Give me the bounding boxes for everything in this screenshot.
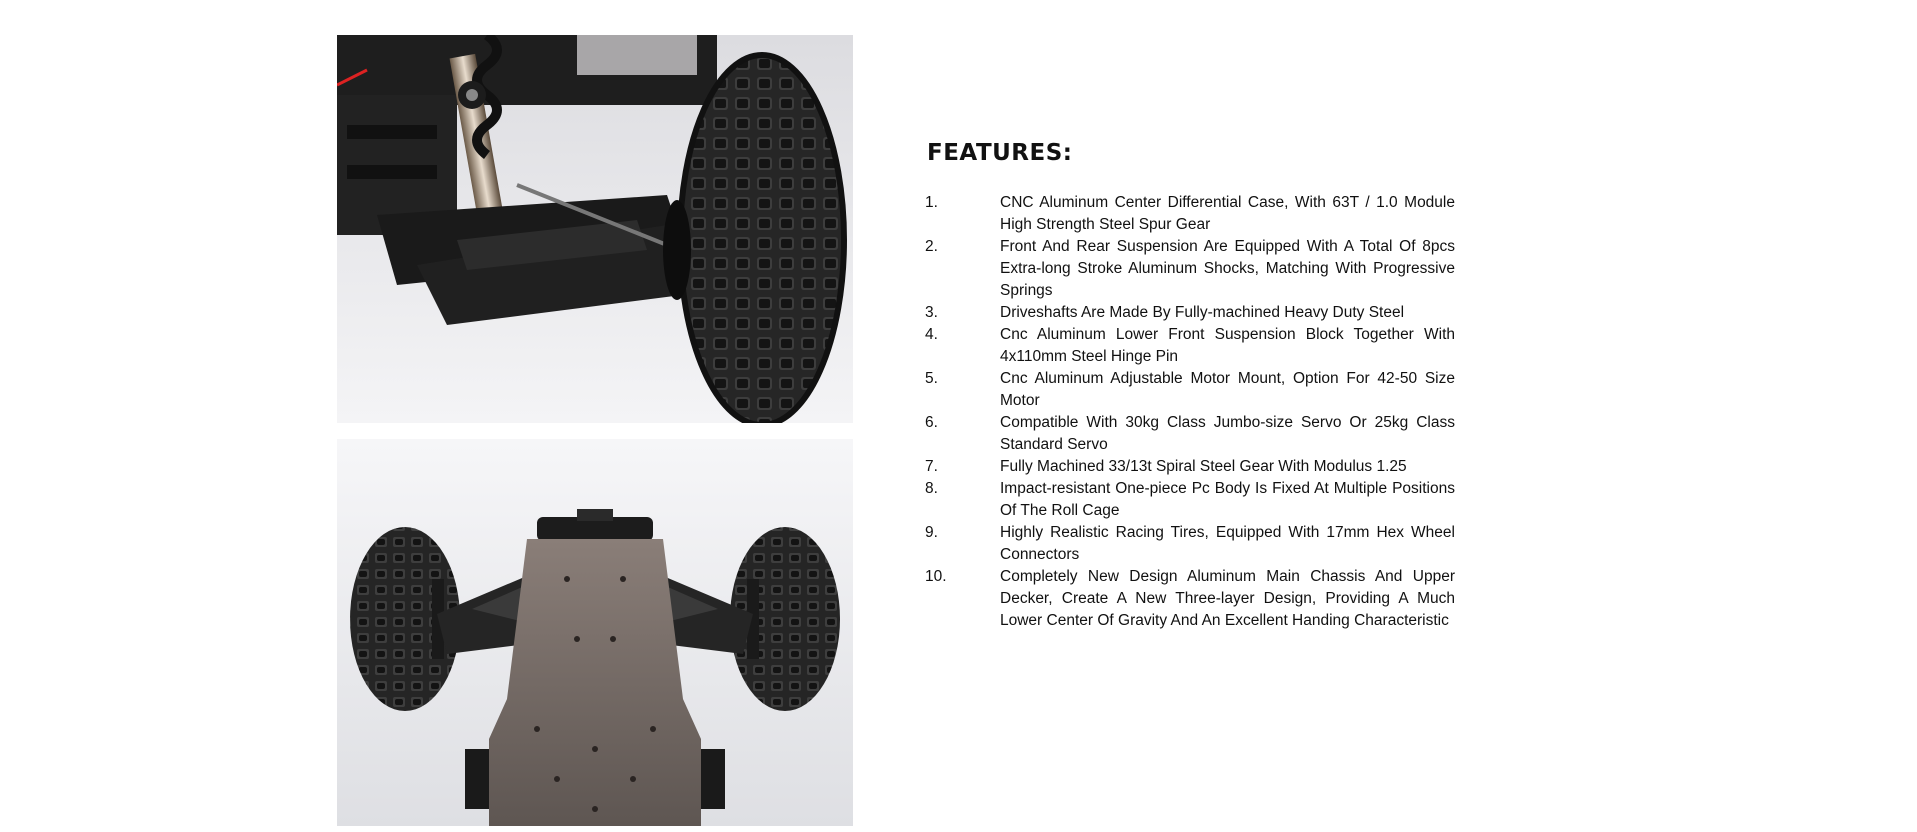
- list-item-text: Driveshafts Are Made By Fully-machined Heavy Duty Steel: [1000, 304, 1405, 321]
- list-item: [925, 412, 1455, 456]
- list-item-text: Cnc Aluminum Lower Front Suspension Block Together With 4x110mm Steel Hinge Pin: [1000, 326, 1455, 365]
- list-item-text: Impact-resistant One-piece Pc Body Is Fixed At Multiple Positions Of The Roll Cage: [1000, 480, 1455, 519]
- list-item-number: 9.: [925, 524, 938, 541]
- list-item: [925, 522, 1455, 566]
- features-section: [925, 140, 1455, 632]
- chassis-illustration: [337, 439, 853, 826]
- list-item-number: 10.: [925, 568, 947, 585]
- list-item: [925, 192, 1455, 236]
- list-item-text: Compatible With 30kg Class Jumbo-size Servo Or 25kg Class Standard Servo: [1000, 414, 1455, 453]
- list-item-text: CNC Aluminum Center Differential Case, With 63T / 1.0 Module High Strength Steel Spur Gear: [1000, 194, 1455, 233]
- list-item-number: 7.: [925, 458, 938, 475]
- list-item-number: 8.: [925, 480, 938, 497]
- list-item: [925, 478, 1455, 522]
- list-item: [925, 368, 1455, 412]
- features-list: [925, 192, 1455, 632]
- suspension-illustration: [337, 35, 853, 423]
- product-photo-chassis-underside: [337, 439, 853, 826]
- list-item-number: 2.: [925, 238, 938, 255]
- list-item: [925, 236, 1455, 302]
- list-item: [925, 302, 1455, 324]
- list-item-number: 5.: [925, 370, 938, 387]
- list-item-number: 1.: [925, 194, 938, 211]
- features-heading: FEATURES:: [927, 140, 1073, 166]
- list-item-number: 4.: [925, 326, 938, 343]
- list-item-text: Fully Machined 33/13t Spiral Steel Gear With Modulus 1.25: [1000, 458, 1407, 475]
- list-item-number: 3.: [925, 304, 938, 321]
- list-item-number: 6.: [925, 414, 938, 431]
- list-item: [925, 324, 1455, 368]
- list-item-text: Cnc Aluminum Adjustable Motor Mount, Option For 42-50 Size Motor: [1000, 370, 1455, 409]
- list-item-text: Highly Realistic Racing Tires, Equipped With 17mm Hex Wheel Connectors: [1000, 524, 1455, 563]
- list-item-text: Completely New Design Aluminum Main Chassis And Upper Decker, Create A New Three-layer Design, Providing A Much Lower Center Of Gravity And An Excellent Handing Characteristic: [1000, 568, 1455, 629]
- list-item: [925, 566, 1455, 632]
- list-item: [925, 456, 1455, 478]
- list-item-text: Front And Rear Suspension Are Equipped With A Total Of 8pcs Extra-long Stroke Aluminum Shocks, Matching With Progressive Springs: [1000, 238, 1455, 299]
- product-photo-suspension: [337, 35, 853, 423]
